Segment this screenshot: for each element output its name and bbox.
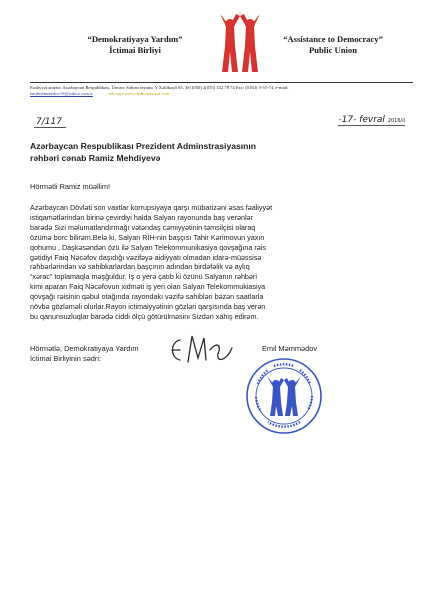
salutation: Hörmətli Ramiz müəllim!	[30, 182, 111, 191]
body-line: “xərac” toplamaqla məşğuldur. İş o yerə çatıb ki özünü Salyanın rəhbəri	[30, 272, 257, 282]
body-line: kimi aparan Faiq Nəcəfovun xidməti iş yeri olan Salyan Telekommukiasiya	[30, 282, 266, 292]
organization-logo-icon	[216, 12, 264, 74]
letterhead	[30, 0, 413, 82]
handwritten-signature-icon	[166, 332, 234, 368]
body-line: rəhbərlərindən və sahibkarlardan başçının adından birdəfəlik və aylıq	[30, 262, 250, 272]
letter-date	[338, 115, 405, 125]
body-line: bu qanunsuzluqlar barədə ciddi ölçü götürülməsini Sizdən xahiş edirəm.	[30, 311, 259, 321]
contact-address-line: Fəaliyyət ərazisi: Azərbaycan Respublikası, Ünvan: Salyan rayonu, Y.Xəlilbəyli 65. Tel (050) 2(055) 332 78 74 Fax: (0163) 5-55-74, e-mail:	[30, 85, 289, 90]
letter-date-year: 2016/il	[387, 118, 405, 124]
body-line: Azərbaycan Dövləti son vaxtlar korrupsiyaya qarşı mübarizəni əsas fəaliyyət	[30, 203, 273, 212]
letter-date-handwritten: -17- fevral	[338, 115, 385, 125]
body-line: gətidiyi Faiq Nəcəfov daşıdığı vəzifəyə aidiyyatı olmadan idarə-müəssisə	[30, 252, 262, 262]
body-line: özümə borc bilirəm.Belə ki, Salyan RİH-nin başçısı Tahir Kərimovun yaxın	[30, 232, 265, 242]
body-line: qohumu , Daşkəsəndən özü ilə Salyan Telekommunikasiya qovşağına rəis	[30, 242, 266, 252]
letterhead-right	[263, 34, 403, 56]
contact-info	[30, 82, 413, 97]
org-name-az: “Demokratiyaya Yardım”	[87, 34, 183, 44]
body-line: növbə gözləməli olurlar.Rayon ictimaiyyətinin gözləri qarşısında baş verən	[30, 302, 266, 312]
letter-body	[30, 203, 413, 322]
signature-block	[30, 344, 413, 454]
addressee-line-2: rəhbəri cənab Ramiz Mehdiyevə	[30, 153, 161, 163]
body-line: qovşağı rəisinin qəbul otağında rayondakı vəzifə sahibləri bəzən saatlarla	[30, 292, 264, 302]
website-link[interactable]: veb sayt:www.dydb.azeriyat.com	[108, 91, 170, 96]
signature-label-line-1: Hörmətlə, Demokratiyaya Yardım	[30, 343, 139, 353]
addressee-line-1: Azərbaycan Respublikası Prezident Adminstrasiyasının	[30, 141, 257, 151]
email-link[interactable]: emilmemmedov19@yahoo.com.tr	[30, 91, 93, 96]
body-line: barədə Sizi məlumatlandırmağı vətəndaş cəmiyyətinin təmsilçisi olaraq	[30, 222, 256, 232]
org-type-en: Public Union	[309, 45, 357, 55]
letterhead-left	[70, 34, 200, 56]
org-type-az: İctimai Birliyi	[109, 45, 161, 55]
signature-label	[30, 344, 139, 364]
addressee-block	[30, 140, 413, 164]
signatory-name: Emil Məmmədov	[262, 343, 318, 353]
body-line: istiqamətlərindən birinə çevirdiyi halda Salyan rayonunda baş verənlər	[30, 212, 253, 222]
org-name-en: “Assistance to Democracy”	[283, 34, 383, 44]
reference-number: 7/117	[36, 117, 62, 127]
organization-stamp-icon	[244, 356, 324, 436]
signature-label-line-2: İctimai Birliyinin sədri:	[30, 353, 102, 363]
reference-row	[30, 97, 413, 137]
